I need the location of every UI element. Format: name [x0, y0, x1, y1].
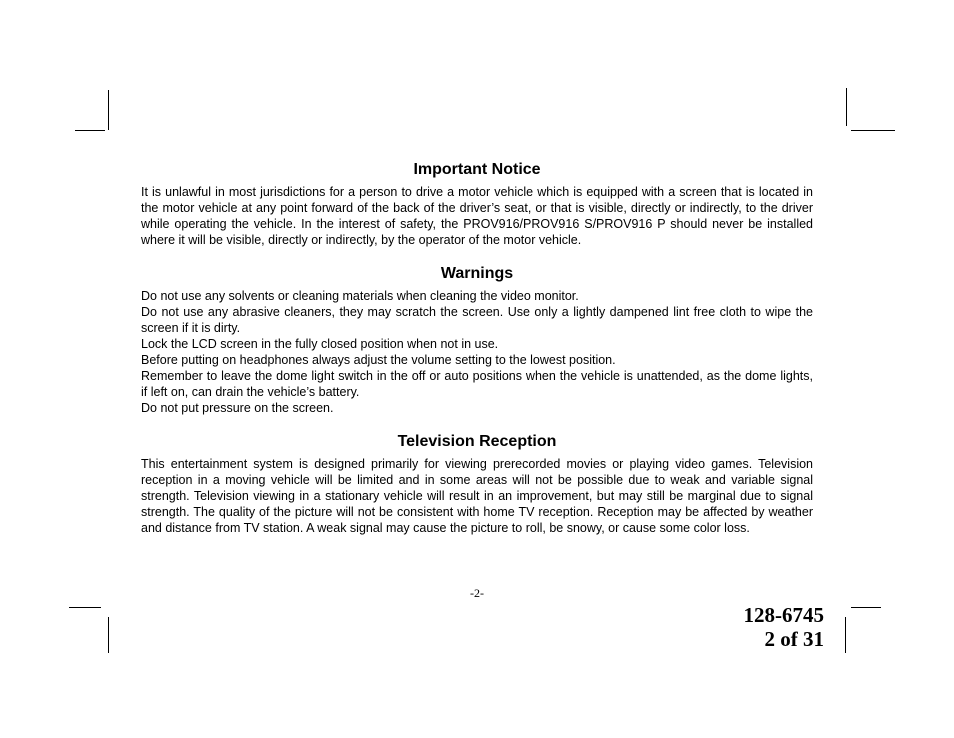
important-notice-heading: Important Notice [413, 161, 541, 178]
crop-mark-bottom-right-vertical [845, 617, 846, 653]
important-notice-text: It is unlawful in most jurisdictions for a person to drive a motor vehicle which is equipped with a screen that is located in the motor vehicle at any point forward of the back of the driver’s seat, or that is visible, directly or indirectly, to the driver while operating the vehicle. In the interest of safety, the PROV916/PROV916 S/PROV916 P should never be installed where it will be visible, directly or indirectly, by the operator of the motor vehicle. [141, 185, 813, 247]
crop-mark-top-right-horizontal [851, 130, 895, 131]
crop-mark-top-right-vertical [846, 88, 847, 126]
warnings-heading: Warnings [440, 265, 514, 282]
crop-mark-bottom-right-horizontal [851, 607, 881, 608]
television-reception-heading: Television Reception [397, 433, 557, 450]
crop-mark-bottom-left-vertical [108, 617, 109, 653]
crop-mark-bottom-left-horizontal [69, 607, 101, 608]
warning-item: Do not use any abrasive cleaners, they may scratch the screen. Use only a lightly dampened lint free cloth to wipe the screen if it is dirty. [141, 305, 813, 335]
warning-item: Do not put pressure on the screen. [141, 401, 334, 415]
warning-item: Lock the LCD screen in the fully closed position when not in use. [141, 337, 499, 351]
warning-item: Before putting on headphones always adjust the volume setting to the lowest position. [141, 353, 616, 367]
document-number: 128-6745 [743, 603, 824, 627]
warning-item: Remember to leave the dome light switch in the off or auto positions when the vehicle is unattended, as the dome lights, if left on, can drain the vehicle’s battery. [141, 369, 813, 399]
warnings-list [141, 288, 813, 416]
crop-mark-top-left-horizontal [75, 130, 105, 131]
page-count: 2 of 31 [764, 627, 824, 651]
television-reception-text: This entertainment system is designed primarily for viewing prerecorded movies or playing video games. Television reception in a moving vehicle will be limited and in some areas will not be possible due to weak and variable signal strength. Television viewing in a stationary vehicle will result in an improvement, but may still be marginal due to signal strength. The quality of the picture will not be consistent with home TV reception. Reception may be affected by weather and distance from TV station. A weak signal may cause the picture to roll, be snowy, or cause some color loss. [141, 457, 813, 535]
document-number-block [744, 603, 825, 651]
page-number: -2- [470, 586, 484, 600]
document-body [141, 160, 813, 536]
warning-item: Do not use any solvents or cleaning materials when cleaning the video monitor. [141, 289, 579, 303]
crop-mark-top-left-vertical [108, 90, 109, 130]
